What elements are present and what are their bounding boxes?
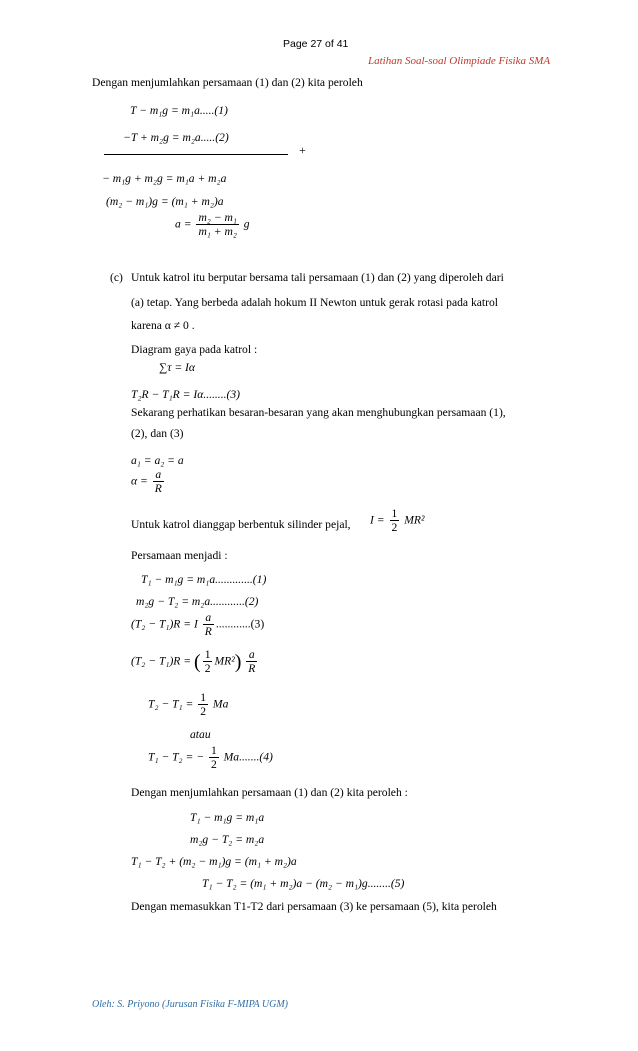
torque-sum: ∑τ = Iα bbox=[159, 361, 195, 374]
equation-sum: − m₁g + m₂g = m₁a + m₂a bbox=[102, 172, 227, 185]
sum-equation-2: m₂g − T₂ = m₂a bbox=[190, 833, 265, 846]
acceleration-equality: a₁ = a₂ = a bbox=[131, 454, 184, 467]
becomes-text: Persamaan menjadi : bbox=[131, 549, 228, 562]
sum-intro: Dengan menjumlahkan persamaan (1) dan (2) kita peroleh : bbox=[131, 786, 408, 799]
p-equation-2: m₂g − T₂ = m₂a............(2) bbox=[136, 595, 259, 608]
section-c-line2: (a) tetap. Yang berbeda adalah hokum II Newton untuk gerak rotasi pada katrol bbox=[131, 296, 499, 309]
p-equation-4: (T₂ − T₁)R = ( $\frac{1}{2}$ MR²) $\frac{a}{R}$ bbox=[131, 648, 256, 676]
equation-acceleration: a = $\frac{\text{m₂ − m₁}}{\text{m₁ + m₂}}$ g bbox=[175, 211, 250, 239]
intro-text: Dengan menjumlahkan persamaan (1) dan (2) kita peroleh bbox=[92, 76, 363, 89]
plus-sign: + bbox=[299, 143, 306, 157]
equation-factored: (m₂ − m₁)g = (m₁ + m₂)a bbox=[106, 195, 224, 208]
section-c-label: (c) bbox=[110, 271, 123, 284]
equation-5: T₁ − T₂ = (m₁ + m₂)a − (m₂ − m₁)g........(5) bbox=[202, 877, 405, 890]
diagram-caption: Diagram gaya pada katrol : bbox=[131, 343, 258, 356]
equation-3: T₂R − T₁R = Iα........(3) bbox=[131, 388, 241, 401]
final-text: Dengan memasukkan T1-T2 dari persamaan (3) ke persamaan (5), kita peroleh bbox=[131, 900, 497, 913]
p-equation-3: (T₂ − T₁)R = I $\frac{a}{R}$ ............(3) bbox=[131, 611, 265, 639]
brand-title: Latihan Soal-soal Olimpiade Fisika SMA bbox=[368, 55, 551, 67]
angular-acceleration: α = $\frac{a}{R}$ bbox=[131, 468, 162, 496]
equation-2: −T + m₂g = m₂a.....(2) bbox=[123, 131, 229, 144]
p-equation-1: T₁ − m₁g = m₁a.............(1) bbox=[141, 573, 267, 586]
page-number: Page 27 of 41 bbox=[283, 38, 349, 50]
section-c-line3: karena α ≠ 0 . bbox=[131, 319, 195, 332]
equation-1: T − m₁g = m₁a.....(1) bbox=[130, 104, 228, 117]
atau-text: atau bbox=[190, 728, 211, 741]
sum-line bbox=[104, 154, 288, 155]
section-c-line1: Untuk katrol itu berputar bersama tali persamaan (1) dan (2) yang diperoleh dari bbox=[131, 271, 504, 284]
inertia-equation: I = $\frac{1}{2}$ MR² bbox=[370, 507, 425, 535]
p-equation-5: T₂ − T₁ = $\frac{1}{2}$ Ma bbox=[148, 691, 229, 719]
connect-line2: (2), dan (3) bbox=[131, 427, 184, 440]
equation-4: T₁ − T₂ = − $\frac{1}{2}$ Ma.......(4) bbox=[148, 744, 273, 772]
footer-author: Oleh: S. Priyono (Jurusan Fisika F-MIPA UGM) bbox=[92, 999, 288, 1010]
sum-equation-1: T₁ − m₁g = m₁a bbox=[190, 811, 265, 824]
sum-equation-3: T₁ − T₂ + (m₂ − m₁)g = (m₁ + m₂)a bbox=[131, 855, 297, 868]
connect-line1: Sekarang perhatikan besaran-besaran yang akan menghubungkan persamaan (1), bbox=[131, 406, 506, 419]
cylinder-text: Untuk katrol dianggap berbentuk silinder pejal, bbox=[131, 518, 351, 531]
